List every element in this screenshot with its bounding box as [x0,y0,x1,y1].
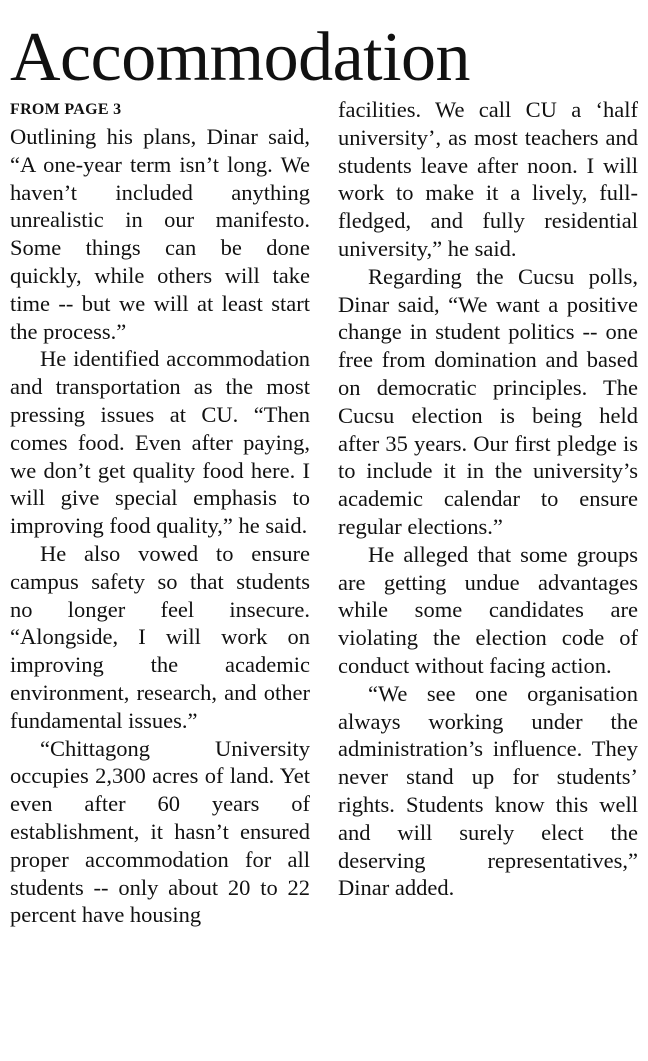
paragraph-3: He also vowed to ensure campus safety so that students no longer feel insecure. “Alongside, I will work on improving the academic environment, research, and other fundamental issues.” [10,540,310,733]
paragraph-5: Regarding the Cucsu polls, Dinar said, “We want a positive change in student politics -- one free from domination and based on democratic principles. The Cucsu election is being held after 35 years. Our first pledge is to include it in the university’s academic calendar to ensure regular elections.” [338,263,638,539]
paragraph-4: “Chittagong University occupies 2,300 acres of land. Yet even after 60 years of establishment, it hasn’t ensured proper accommodation for all students -- only about 20 to 22 percent have housing [10,735,310,928]
paragraph-4-continued: facilities. We call CU a ‘half university’, as most teachers and students leave after noon. I will work to make it a lively, full-fledged, and fully residential university,” he said. [338,97,638,261]
dateline: FROM PAGE 3 [10,101,122,118]
paragraph-6: He alleged that some groups are getting undue advantages while some candidates are violating the election code of conduct without facing action. [338,541,638,678]
headline: Accommodation [10,19,471,96]
article-column-left [10,96,310,929]
article-column-right [338,96,638,902]
paragraph-1: Outlining his plans, Dinar said, “A one-year term isn’t long. We haven’t included anything unrealistic in our manifesto. Some things can be done quickly, while others will take time -- but we will at least start the process.” [10,124,310,344]
paragraph-7: “We see one organisation always working under the administration’s influence. They never stand up for students’ rights. Students know this well and will surely elect the deserving representatives,” Dinar added. [338,680,638,901]
paragraph-2: He identified accommodation and transportation as the most pressing issues at CU. “Then comes food. Even after paying, we don’t get quality food here. I will give special emphasis to improving food quality,” he said. [10,346,310,539]
